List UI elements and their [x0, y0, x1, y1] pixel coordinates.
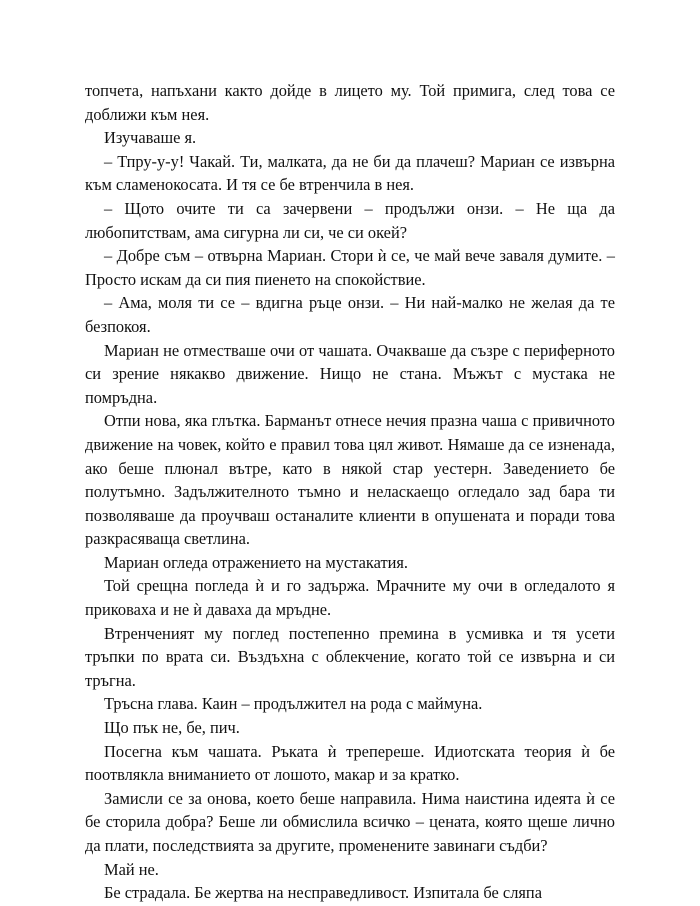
- paragraph: Май не.: [104, 859, 159, 879]
- paragraph: Замисли се за онова, което беше направила. Нима наистина идеята ѝ се бе сторила добра? Беше ли обмислила всичко – цената, която щеше лично да плати, последствията за другите, променените завинаги съдби?: [85, 788, 615, 855]
- page-text: [85, 79, 615, 905]
- paragraph: топчета, напъхани както дойде в лицето му. Той примига, след това се доближи към нея.: [85, 81, 615, 124]
- paragraph: – Добре съм – отвърна Мариан. Стори ѝ се, че май вече заваля думите. – Просто искам да си пия пиенето на спокойствие.: [85, 246, 615, 289]
- paragraph: Тръсна глава. Каин – продължител на рода с маймуна.: [104, 694, 483, 714]
- paragraph: Що пък не, бе, пич.: [104, 718, 240, 738]
- paragraph: Мариан огледа отражението на мустакатия.: [104, 552, 409, 572]
- paragraph: – Ама, моля ти се – вдигна ръце онзи. – Ни най-малко не желая да те безпокоя.: [85, 293, 615, 336]
- paragraph: – Щото очите ти са зачервени – продължи онзи. – Не ща да любопитствам, ама сигурна ли си, че си окей?: [85, 198, 615, 242]
- paragraph: Втренченият му поглед постепенно премина в усмивка и тя усети тръпки по врата си. Въздъхна с облекчение, когато той се извърна и си тръгна.: [85, 623, 615, 690]
- paragraph: Отпи нова, яка глътка. Барманът отнесе нечия празна чаша с привичното движение на човек, който е правил това цял живот. Нямаше да се изненада, ако беше плюнал вътре, като в някой стар уестерн. Заведението бе полутъмно. Задължителното тъмно и неласкаещо огледало зад бара ти позволяваше да проучваш останалите клиенти в опушената и поради това разкрасяваща светлина.: [85, 411, 615, 549]
- paragraph: Бе страдала. Бе жертва на несправедливост. Изпитала бе сляпа: [104, 883, 542, 903]
- paragraph: Изучаваше я.: [104, 128, 197, 148]
- paragraph: Посегна към чашата. Ръката ѝ трепереше. Идиотската теория ѝ бе поотвлякла вниманието от лошото, макар и за кратко.: [85, 741, 615, 785]
- paragraph: Той срещна погледа ѝ и го задържа. Мрачните му очи в огледалото я приковаха и не ѝ даваха да мръдне.: [85, 576, 615, 620]
- paragraph: Мариан не отместваше очи от чашата. Очакваше да съзре с периферното си зрение някакво движение. Нищо не стана. Мъжът с мустака не помръдна.: [85, 340, 615, 407]
- paragraph: – Тпру-у-у! Чакай. Ти, малката, да не би да плачеш? Мариан се извърна към сламенокосата. И тя се бе втренчила в нея.: [85, 151, 615, 195]
